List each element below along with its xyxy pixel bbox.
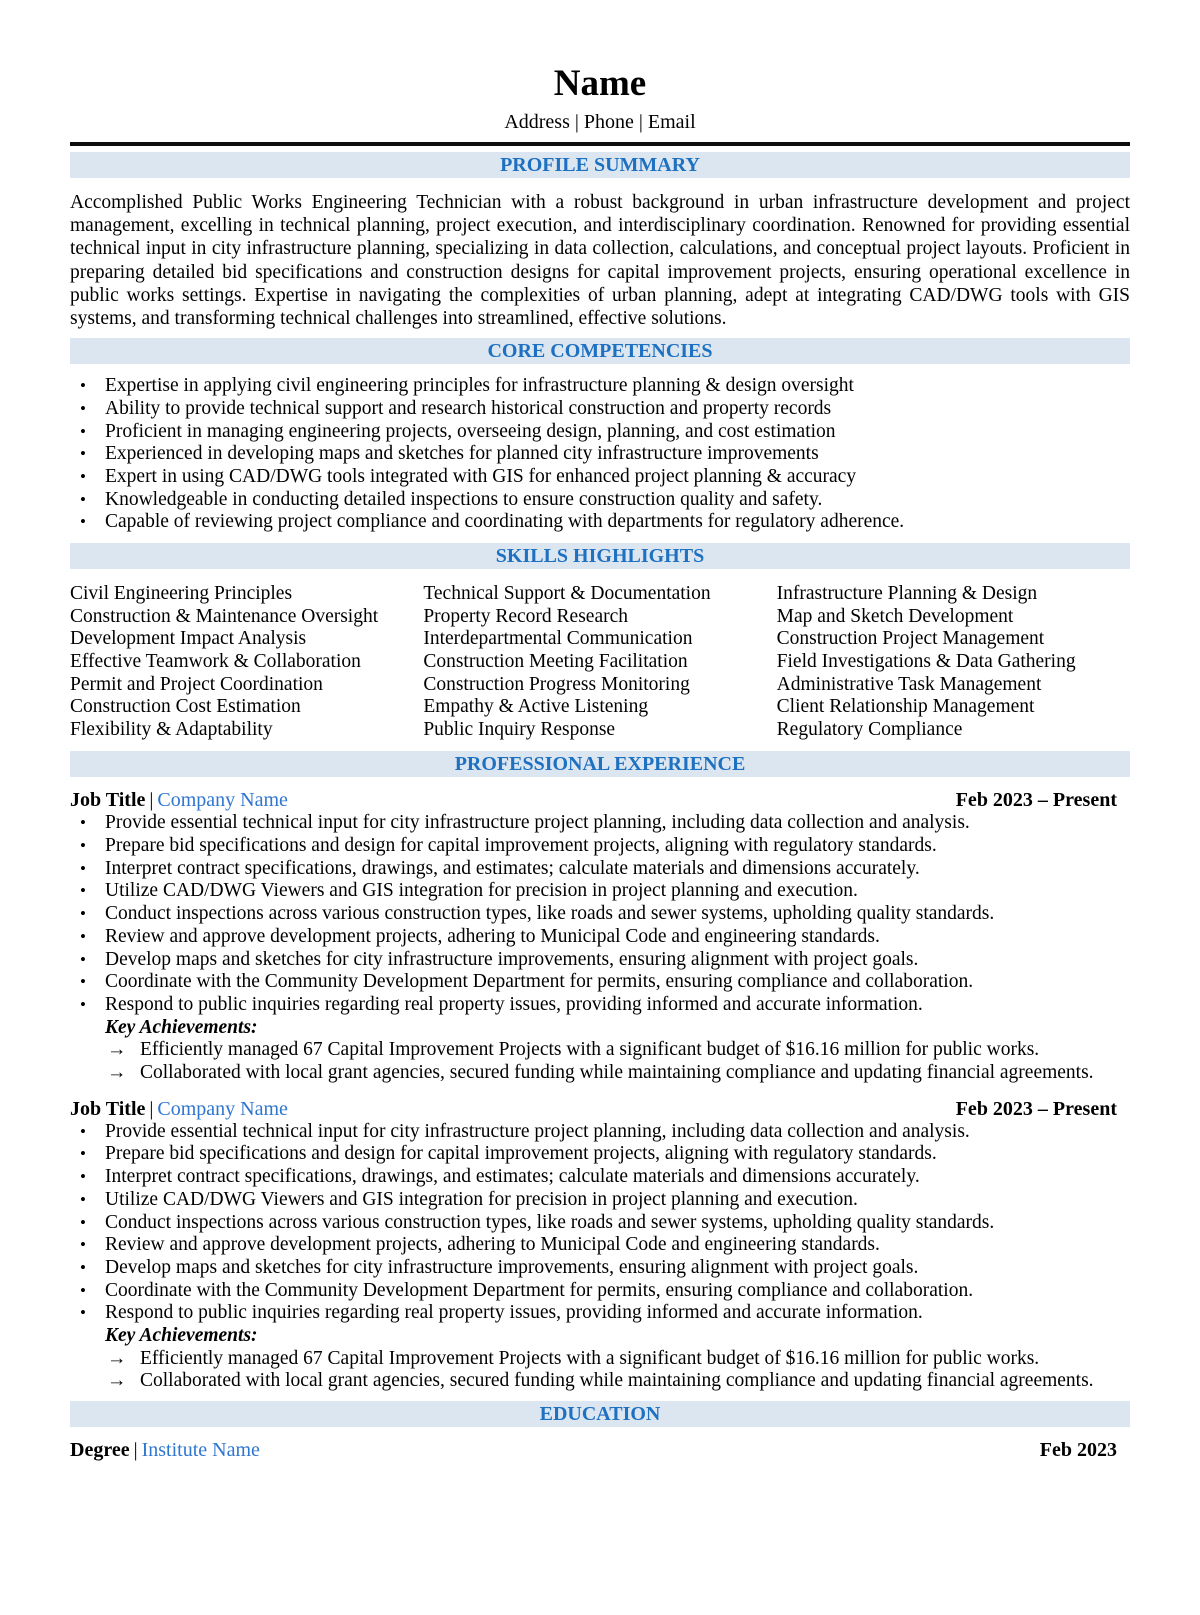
bullet-icon: • — [80, 1257, 86, 1277]
job-duty-text: Utilize CAD/DWG Viewers and GIS integration for precision in project planning and execution. — [105, 880, 858, 902]
arrow-icon: → — [107, 1039, 127, 1061]
job-title-line — [70, 789, 288, 812]
section-header-education: EDUCATION — [70, 1401, 1130, 1427]
key-achievements-label: Key Achievements: — [105, 1016, 258, 1038]
job-duty-item — [70, 1166, 1130, 1189]
resume-page — [70, 62, 1130, 1462]
section-header-skills-highlights: SKILLS HIGHLIGHTS — [70, 543, 1130, 569]
achievement-item — [70, 1370, 1130, 1393]
job-duty-item — [70, 1121, 1130, 1144]
bullet-icon: • — [80, 421, 86, 441]
education-entry — [70, 1439, 1130, 1462]
skill-item: Administrative Task Management — [776, 673, 1042, 695]
bullet-icon: • — [80, 926, 86, 946]
job-duty-item — [70, 880, 1130, 903]
bullet-icon: • — [80, 444, 86, 464]
company-name: Company Name — [157, 1097, 288, 1120]
job-duty-item — [70, 1234, 1130, 1257]
candidate-name: Name — [553, 63, 647, 104]
skill-item: Interdepartmental Communication — [423, 628, 693, 650]
achievements-list — [70, 1039, 1130, 1084]
competency-item — [70, 511, 1130, 534]
section-header-core-competencies: CORE COMPETENCIES — [70, 338, 1130, 364]
skills-column-1 — [70, 583, 423, 741]
job-duty-text: Respond to public inquiries regarding real property issues, providing informed and accurate information. — [105, 993, 923, 1015]
job-duty-text: Conduct inspections across various construction types, like roads and sewer systems, upholding quality standards. — [105, 903, 995, 925]
section-header-profile-summary: PROFILE SUMMARY — [70, 152, 1130, 178]
skill-item: Map and Sketch Development — [776, 605, 1014, 627]
job-header — [70, 1098, 1130, 1121]
experience-entry — [70, 789, 1130, 1084]
job-duty-item — [70, 1143, 1130, 1166]
bullet-icon: • — [80, 398, 86, 418]
profile-summary-text: Accomplished Public Works Engineering Technician with a robust background in urban infrastructure development and project management, excelling in technical planning, project execution, and interdisciplinary coordination. Renowned for providing essential technical input in city infrastructure planning, specializing in data collection, calculations, and conceptual project layouts. Proficient in preparing detailed bid specifications and construction designs for capital improvement projects, ensuring operational excellence in public works settings. Expertise in navigating the complexities of urban planning, adept at integrating CAD/DWG tools with GIS systems, and transforming technical challenges into streamlined, effective solutions. — [70, 192, 1130, 330]
institute-name: Institute Name — [141, 1439, 260, 1462]
bullet-icon: • — [80, 1303, 86, 1323]
bullet-icon: • — [80, 836, 86, 855]
competency-item — [70, 489, 1130, 512]
competency-text: Capable of reviewing project compliance and coordinating with departments for regulatory adherence. — [105, 511, 905, 533]
bullet-icon: • — [80, 376, 86, 396]
skill-item: Client Relationship Management — [776, 696, 1035, 718]
bullet-icon: • — [80, 467, 86, 487]
arrow-icon: → — [107, 1062, 127, 1084]
separator: | — [133, 1439, 138, 1462]
skill-item: Field Investigations & Data Gathering — [776, 650, 1076, 672]
job-dates: Feb 2023 – Present — [955, 789, 1117, 812]
skill-item: Technical Support & Documentation — [423, 583, 711, 605]
achievement-item — [70, 1348, 1130, 1371]
bullet-icon: • — [80, 904, 86, 924]
degree-title: Degree — [70, 1439, 130, 1462]
competency-item — [70, 398, 1130, 421]
core-competencies-list — [70, 375, 1130, 534]
competency-item — [70, 443, 1130, 466]
skill-item: Regulatory Compliance — [776, 718, 963, 740]
job-duty-text: Review and approve development projects, adhering to Municipal Code and engineering standards. — [105, 925, 880, 947]
job-duties-list — [70, 1121, 1130, 1325]
job-duty-item — [70, 1257, 1130, 1280]
achievements-list — [70, 1348, 1130, 1393]
education-date: Feb 2023 — [1039, 1439, 1117, 1462]
bullet-icon: • — [80, 994, 86, 1014]
bullet-icon: • — [80, 813, 86, 833]
skill-item: Infrastructure Planning & Design — [776, 583, 1038, 605]
job-duty-item — [70, 903, 1130, 926]
skill-item: Empathy & Active Listening — [423, 696, 649, 718]
skill-item: Effective Teamwork & Collaboration — [70, 650, 361, 672]
job-duty-text: Prepare bid specifications and design for capital improvement projects, aligning with regulatory standards. — [105, 835, 937, 856]
job-duty-item — [70, 812, 1130, 835]
job-duty-item — [70, 858, 1130, 881]
job-duty-text: Review and approve development projects, adhering to Municipal Code and engineering standards. — [105, 1234, 880, 1256]
skills-column-3 — [777, 583, 1130, 741]
job-duty-text: Provide essential technical input for city infrastructure project planning, including data collection and analysis. — [105, 1120, 970, 1142]
job-duty-item — [70, 1280, 1130, 1303]
bullet-icon: • — [80, 949, 86, 969]
job-duty-text: Provide essential technical input for city infrastructure project planning, including data collection and analysis. — [105, 812, 970, 834]
separator: | — [149, 1097, 154, 1120]
competency-text: Expertise in applying civil engineering principles for infrastructure planning & design oversight — [105, 375, 854, 397]
skill-item: Construction Cost Estimation — [70, 696, 301, 718]
bullet-icon: • — [80, 1189, 86, 1209]
bullet-icon: • — [80, 972, 86, 992]
arrow-icon: → — [107, 1347, 127, 1369]
job-dates: Feb 2023 – Present — [955, 1097, 1117, 1120]
separator: | — [149, 789, 154, 812]
job-title: Job Title — [70, 789, 146, 812]
achievement-text: Collaborated with local grant agencies, secured funding while maintaining compliance and updating financial agreements. — [140, 1370, 1094, 1392]
bullet-icon: • — [80, 1212, 86, 1232]
job-duty-text: Interpret contract specifications, drawings, and estimates; calculate materials and dimensions accurately. — [105, 1166, 920, 1188]
skill-item: Property Record Research — [423, 605, 629, 627]
bullet-icon: • — [80, 1144, 86, 1164]
job-duty-text: Prepare bid specifications and design for capital improvement projects, aligning with regulatory standards. — [105, 1143, 937, 1165]
job-duty-item — [70, 949, 1130, 972]
job-duty-text: Coordinate with the Community Development Department for permits, ensuring compliance and collaboration. — [105, 1279, 974, 1301]
job-duty-text: Utilize CAD/DWG Viewers and GIS integration for precision in project planning and execution. — [105, 1188, 858, 1210]
skills-grid — [70, 583, 1130, 741]
bullet-icon: • — [80, 1121, 86, 1141]
bullet-icon: • — [80, 1280, 86, 1300]
job-duty-text: Develop maps and sketches for city infrastructure improvements, ensuring alignment with project goals. — [105, 948, 919, 970]
skill-item: Development Impact Analysis — [70, 628, 307, 650]
skill-item: Public Inquiry Response — [423, 718, 616, 740]
contact-line: Address | Phone | Email — [504, 111, 696, 133]
company-name: Company Name — [157, 789, 288, 812]
header-rule — [70, 142, 1130, 146]
job-title: Job Title — [70, 1097, 146, 1120]
job-duty-text: Develop maps and sketches for city infrastructure improvements, ensuring alignment with project goals. — [105, 1256, 919, 1278]
section-header-professional-experience: PROFESSIONAL EXPERIENCE — [70, 751, 1130, 777]
job-duties-list — [70, 812, 1130, 1016]
job-duty-text: Conduct inspections across various construction types, like roads and sewer systems, upholding quality standards. — [105, 1211, 995, 1233]
competency-text: Knowledgeable in conducting detailed inspections to ensure construction quality and safety. — [105, 488, 823, 510]
education-title-line — [70, 1439, 260, 1462]
achievement-text: Efficiently managed 67 Capital Improvement Projects with a significant budget of $16.16 million for public works. — [140, 1039, 1040, 1061]
skill-item: Construction & Maintenance Oversight — [70, 605, 379, 627]
bullet-icon: • — [80, 881, 86, 901]
skill-item: Construction Meeting Facilitation — [423, 650, 688, 672]
arrow-icon: → — [107, 1370, 127, 1392]
achievement-item — [70, 1039, 1130, 1062]
job-duty-item — [70, 926, 1130, 949]
bullet-icon: • — [80, 858, 86, 878]
competency-text: Proficient in managing engineering projects, overseeing design, planning, and cost estimation — [105, 420, 836, 442]
competency-text: Ability to provide technical support and research historical construction and property records — [105, 397, 832, 419]
experience-entry — [70, 1098, 1130, 1393]
job-duty-item — [70, 1302, 1130, 1325]
competency-text: Experienced in developing maps and sketches for planned city infrastructure improvements — [105, 443, 819, 465]
bullet-icon: • — [80, 1167, 86, 1187]
achievement-text: Efficiently managed 67 Capital Improvement Projects with a significant budget of $16.16 million for public works. — [140, 1347, 1040, 1369]
skill-item: Permit and Project Coordination — [70, 673, 323, 695]
achievement-text: Collaborated with local grant agencies, secured funding while maintaining compliance and updating financial agreements. — [140, 1062, 1094, 1084]
job-duty-text: Interpret contract specifications, drawings, and estimates; calculate materials and dimensions accurately. — [105, 857, 920, 879]
competency-item — [70, 375, 1130, 398]
key-achievements-label: Key Achievements: — [105, 1325, 258, 1347]
bullet-icon: • — [80, 1235, 86, 1255]
skill-item: Civil Engineering Principles — [70, 583, 293, 605]
competency-item — [70, 466, 1130, 489]
competency-text: Expert in using CAD/DWG tools integrated with GIS for enhanced project planning & accuracy — [105, 466, 857, 488]
job-header — [70, 789, 1130, 812]
job-duty-text: Respond to public inquiries regarding real property issues, providing informed and accurate information. — [105, 1302, 923, 1324]
bullet-icon: • — [80, 512, 86, 532]
job-duty-item — [70, 994, 1130, 1017]
job-title-line — [70, 1098, 288, 1121]
competency-item — [70, 421, 1130, 444]
job-duty-text: Coordinate with the Community Development Department for permits, ensuring compliance and collaboration. — [105, 971, 974, 993]
job-duty-item — [70, 1212, 1130, 1235]
skill-item: Construction Progress Monitoring — [423, 673, 690, 695]
job-duty-item — [70, 1189, 1130, 1212]
skill-item: Flexibility & Adaptability — [70, 718, 273, 740]
skills-column-2 — [423, 583, 776, 741]
job-duty-item — [70, 835, 1130, 858]
bullet-icon: • — [80, 489, 86, 509]
skill-item: Construction Project Management — [776, 628, 1045, 650]
job-duty-item — [70, 971, 1130, 994]
achievement-item — [70, 1062, 1130, 1085]
